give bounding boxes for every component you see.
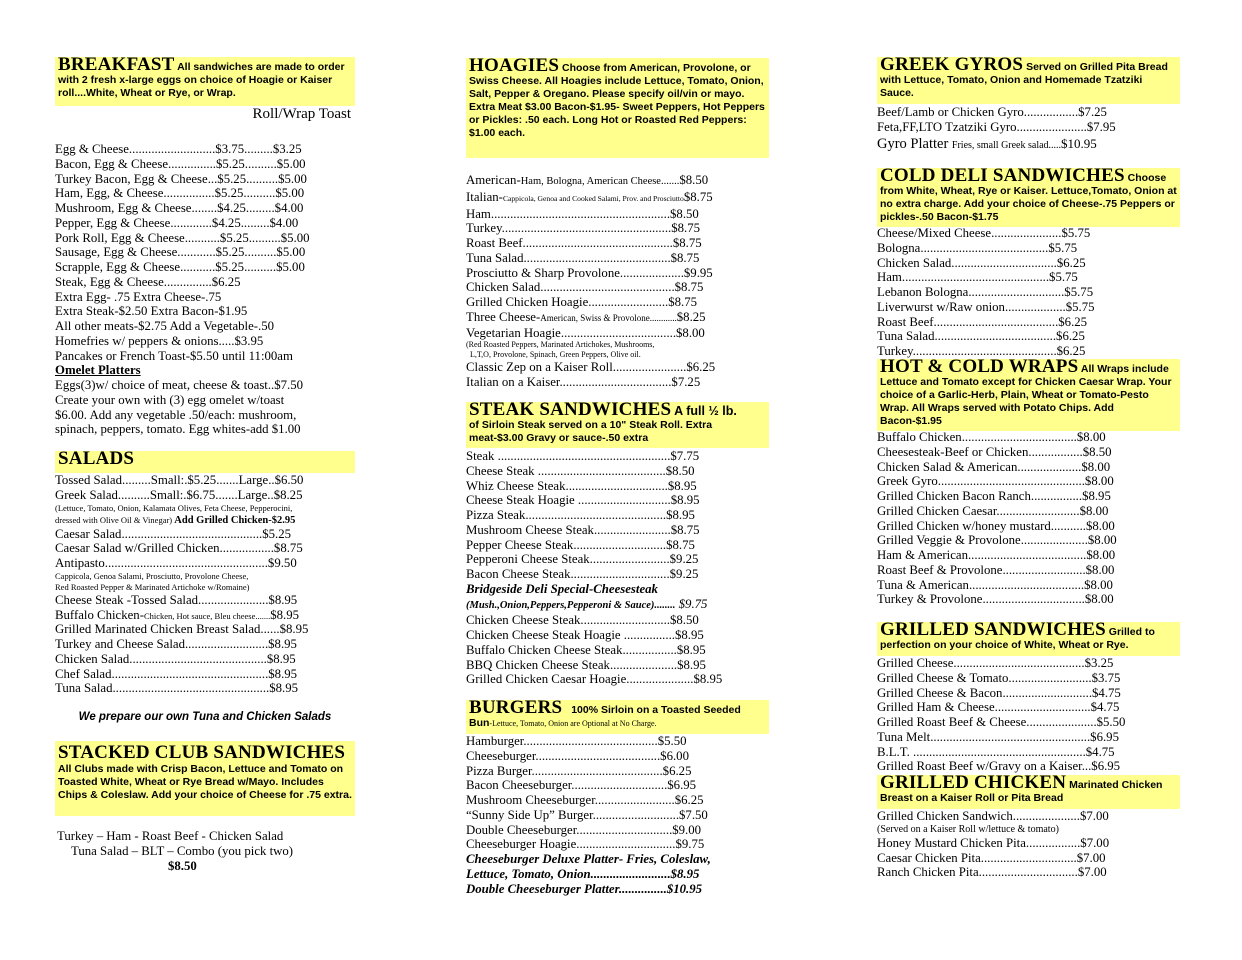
menu-item: Tuna Salad.................................................$8.95 — [55, 681, 299, 696]
item-price: $8.25 — [676, 309, 706, 324]
menu-item: Grilled Veggie & Provolone.....................$8.00 — [877, 533, 1117, 548]
item-note: dressed with Olive Oil & Vinegar) — [55, 514, 173, 525]
menu-item: Turkey.............................................$6.25 — [877, 344, 1086, 358]
item-note: Cappicola, Genoa Salami, Prosciutto, Provolone Cheese, — [55, 570, 249, 581]
deluxe-platter: Cheeseburger Deluxe Platter- Fries, Coleslaw, — [466, 852, 711, 866]
menu-item: Caesar Salad............................................$5.25 — [55, 526, 292, 541]
grilled-chicken-header — [877, 772, 1180, 809]
burger-list — [466, 734, 769, 852]
menu-item: B.L.T. ......................................................$4.75 — [877, 744, 1115, 759]
menu-item: Cheese Steak -Tossed Salad......................$8.95 — [55, 592, 298, 607]
menu-item: Caesar Chicken Pita..............................$7.00 — [877, 850, 1106, 865]
menu-item: Cheesesteak-Beef or Chicken.................$8.50 — [877, 444, 1112, 459]
hoagies-header — [466, 55, 769, 158]
grilled-header — [877, 619, 1180, 656]
item-price: $8.75 — [683, 189, 713, 204]
hoagie-list — [466, 207, 769, 310]
salads-header — [55, 448, 355, 473]
grilled-chicken-list — [877, 836, 1180, 880]
salads-items — [55, 473, 355, 696]
menu-item: Liverwurst w/Raw onion...................$5.75 — [877, 299, 1095, 314]
club-header — [55, 741, 355, 816]
menu-item: Cheese Steak Hoagie .............................$8.95 — [466, 493, 700, 508]
menu-item: Pizza Burger.........................................$6.25 — [466, 763, 692, 778]
hoagies-title: HOAGIES — [469, 55, 560, 76]
menu-item: Create your own with (3) egg omelet w/toast — [55, 392, 285, 407]
club-line: Turkey – Ham - Roast Beef - Chicken Salad — [57, 829, 284, 843]
item-price: $10.95 — [1061, 135, 1097, 151]
menu-item: Antipasto...................................................$9.50 — [55, 556, 297, 570]
item-name: American- — [466, 173, 521, 187]
breakfast-items — [55, 142, 355, 363]
menu-item: Cheese/Mixed Cheese......................$5.75 — [877, 226, 1091, 240]
menu-item: Tossed Salad.........Small:.$5.25.......Large..$6.50 — [55, 473, 304, 487]
steak-list — [466, 449, 769, 582]
gyro-list — [877, 105, 1180, 135]
cold-deli-description: Choose from White, Wheat, Rye or Kaiser. Lettuce,Tomato, Onion at no extra charge. Add your choice of Cheese-.75 Peppers or pickles-.50 Bacon-$1.75 — [880, 172, 1177, 223]
greek-add-chicken: Add Grilled Chicken-$2.95 — [174, 514, 296, 526]
menu-item: Grilled Chicken Caesar..........................$8.00 — [877, 503, 1109, 518]
menu-item: Chicken Salad.................................$6.25 — [877, 255, 1086, 270]
item-price: $8.95 — [270, 607, 300, 622]
burgers-description: 100% Sirloin on a Toasted Seeded Bun — [469, 704, 741, 729]
hoagies-items — [466, 173, 769, 390]
menu-item: Chicken Salad...........................................$8.95 — [55, 651, 296, 666]
grilled-description: Grilled to perfection on your choice of White, Wheat or Rye. — [880, 626, 1155, 651]
menu-item — [55, 608, 355, 623]
menu-item: Extra Steak-$2.50 Extra Bacon-$1.95 — [55, 304, 248, 319]
breakfast-description: All sandwiches are made to order with 2 fresh x-large eggs on choice of Hoagie or Kaiser roll....White, Wheat or Rye, or Wrap. — [58, 61, 345, 99]
wraps-items — [877, 430, 1180, 607]
menu-item: Grilled Cheese.........................................$3.25 — [877, 656, 1114, 670]
steak-list-2 — [466, 613, 769, 687]
menu-item: Extra Egg- .75 Extra Cheese-.75 — [55, 289, 222, 304]
menu-item: Double Cheeseburger..............................$9.00 — [466, 822, 702, 837]
gyros-items — [877, 105, 1180, 154]
item-name: Three Cheese- — [466, 309, 541, 324]
menu-item: Cheeseburger Hoagie...............................$9.75 — [466, 837, 705, 852]
menu-item: Grilled Marinated Chicken Breast Salad......$8.95 — [55, 622, 309, 637]
menu-item: Greek Salad..........Small:.$6.75.......Large..$8.25 — [55, 487, 303, 502]
menu-item: Caesar Salad w/Grilled Chicken.................$8.75 — [55, 541, 303, 556]
menu-item: Roast Beef...............................................$8.75 — [466, 236, 702, 250]
deluxe-platter-line2: Lettuce, Tomato, Onion.........................$8.95 — [466, 866, 700, 881]
menu-item: Vegetarian Hoagie....................................$8.00 — [466, 325, 705, 340]
menu-item: Tuna Melt..................................................$6.95 — [877, 729, 1119, 744]
menu-item: Grilled Chicken Bacon Ranch................$8.95 — [877, 489, 1111, 503]
wraps-description: All Wraps include Lettuce and Tomato except for Chicken Caesar Wrap. Your choice of a Garlic-Herb, Plain, Wheat or Tomato-Pesto Wrap. All Wraps served with Potato Chips. Add Bacon-$1.95 — [880, 363, 1172, 427]
burgers-note: -Lettuce, Tomato, Onion are Optional at No Charge. — [489, 719, 657, 728]
menu-item: Pancakes or French Toast-$5.50 until 11:00am — [55, 348, 293, 363]
menu-item: Chicken Salad..........................................$8.75 — [466, 280, 704, 295]
menu-item: BBQ Chicken Cheese Steak.....................$8.95 — [466, 657, 706, 672]
item-note: (Red Roasted Peppers, Marinated Artichokes, Mushrooms, — [466, 340, 655, 350]
menu-item: Bacon Cheese Steak...............................$9.25 — [466, 567, 699, 581]
gyros-description: Served on Grilled Pita Bread with Lettuce, Tomato, Onion and Homemade Tzatziki Sauce. — [880, 61, 1168, 99]
grilled-chicken-items — [877, 809, 1180, 880]
menu-item: Bacon Cheeseburger..............................$6.95 — [466, 778, 697, 793]
menu-item: Turkey.....................................................$8.75 — [466, 221, 701, 236]
breakfast-column-headers: Roll/Wrap Toast — [252, 106, 351, 122]
menu-item: Classic Zep on a Kaiser Roll.......................$6.25 — [466, 360, 716, 375]
menu-item: Grilled Chicken Caesar Hoagie.....................$8.95 — [466, 672, 723, 687]
wraps-title: HOT & COLD WRAPS — [880, 356, 1079, 377]
menu-item: Feta,FF,LTO Tzatziki Gyro......................$7.95 — [877, 119, 1116, 134]
wraps-header — [877, 356, 1180, 431]
grilled-title: GRILLED SANDWICHES — [880, 619, 1106, 640]
menu-item — [466, 310, 769, 326]
menu-item: Tuna Salad......................................$6.25 — [877, 329, 1085, 344]
menu-item: Chicken Cheese Steak............................$8.50 — [466, 613, 699, 628]
menu-item: Chef Salad.................................................$8.95 — [55, 666, 298, 681]
cold-deli-title: COLD DELI SANDWICHES — [880, 165, 1125, 186]
cold-deli-header — [877, 165, 1180, 227]
menu-item: Tuna Salad..............................................$8.75 — [466, 250, 700, 265]
steak-description: of Sirloin Steak served on a 10" Steak Roll. Extra meat-$3.00 Gravy or sauce-.50 extra — [469, 419, 713, 444]
menu-item: Roast Beef & Provolone..........................$8.00 — [877, 562, 1115, 577]
menu-item: Ham, Egg, & Cheese................$5.25..........$5.00 — [55, 186, 305, 201]
breakfast-header — [55, 54, 355, 106]
menu-item: Mushroom Cheese Steak........................$8.75 — [466, 522, 700, 537]
item-name: Italian- — [466, 189, 503, 204]
menu-item: Mushroom, Egg & Cheese........$4.25.........$4.00 — [55, 201, 304, 215]
menu-item: Honey Mustard Chicken Pita.................$7.00 — [877, 835, 1110, 850]
club-description: All Clubs made with Crisp Bacon, Lettuce and Tomato on Toasted White, Wheat or Rye Bread w/Mayo. Includes Chips & Coleslaw. Add your choice of Cheese for .75 extra. — [58, 763, 352, 801]
menu-item: Scrapple, Egg & Cheese...........$5.25..........$5.00 — [55, 260, 305, 274]
club-title: STACKED CLUB SANDWICHES — [58, 742, 346, 763]
menu-item: Eggs(3)w/ choice of meat, cheese & toast..$7.50 — [55, 378, 304, 392]
menu-item: Buffalo Chicken....................................$8.00 — [877, 430, 1106, 444]
grilled-chicken-description: Marinated Chicken Breast on a Kaiser Roll or Pita Bread — [880, 779, 1163, 804]
steak-title: STEAK SANDWICHES — [469, 399, 672, 420]
burgers-header — [466, 697, 769, 734]
menu-item: Homefries w/ peppers & onions.....$3.95 — [55, 333, 264, 348]
menu-item: “Sunny Side Up” Burger...........................$7.50 — [466, 807, 708, 822]
menu-item: Tuna & American....................................$8.00 — [877, 577, 1113, 592]
item-note: Red Roasted Pepper & Marinated Artichoke w/Romaine) — [55, 581, 250, 592]
steak-items — [466, 449, 769, 687]
grilled-chicken-title: GRILLED CHICKEN — [880, 772, 1067, 793]
menu-item: Pepper Cheese Steak.............................$8.75 — [466, 537, 695, 552]
item-name: Buffalo Chicken- — [55, 607, 144, 622]
menu-item: Sausage, Egg & Cheese............$5.25..........$5.00 — [55, 245, 306, 260]
steak-header — [466, 399, 769, 448]
item-note — [55, 514, 355, 527]
menu-item: Grilled Chicken w/honey mustard...........$8.00 — [877, 518, 1115, 533]
menu-item: Pepper, Egg & Cheese.............$4.25.........$4.00 — [55, 215, 299, 230]
menu-item: Chicken Cheese Steak Hoagie ................$8.95 — [466, 628, 704, 642]
menu-item: Pizza Steak............................................$8.95 — [466, 508, 695, 522]
menu-item: Buffalo Chicken Cheese Steak.................$8.95 — [466, 642, 706, 657]
menu-item: spinach, peppers, tomato. Egg whites-add $1.00 — [55, 422, 301, 437]
item-note: (Served on a Kaiser Roll w/lettuce & tomato) — [877, 823, 1059, 835]
item-price: $8.50 — [679, 173, 709, 187]
cold-deli-items — [877, 226, 1180, 359]
menu-item: Pepperoni Cheese Steak.........................$9.25 — [466, 552, 699, 567]
item-note: (Lettuce, Tomato, Onion, Kalamata Olives, Feta Cheese, Pepperocini, — [55, 502, 293, 513]
item-note: Ham, Bologna, American Cheese....... — [520, 176, 680, 187]
item-note: Fries, small Greek salad..... — [951, 139, 1062, 151]
double-platter: Double Cheeseburger Platter...............$10.95 — [466, 881, 703, 896]
menu-item: Grilled Chicken Hoagie.........................$8.75 — [466, 295, 698, 309]
menu-item: Bologna........................................$5.75 — [877, 240, 1078, 255]
item-note: Cappicola, Genoa and Cooked Salami, Prov. and Prosciutto — [502, 193, 684, 203]
gyros-header — [877, 54, 1180, 104]
menu-item: All other meats-$2.75 Add a Vegetable-.50 — [55, 319, 275, 333]
menu-item: Chicken Salad & American....................$8.00 — [877, 459, 1111, 474]
menu-item: Hamburger..........................................$5.50 — [466, 734, 687, 748]
menu-item: Turkey Bacon, Egg & Cheese...$5.25..........$5.00 — [55, 171, 307, 186]
menu-item: Turkey and Cheese Salad..........................$8.95 — [55, 637, 297, 651]
menu-item — [466, 190, 769, 207]
burgers-title: BURGERS — [469, 697, 563, 718]
special-title: Bridgeside Deli Special-Cheesesteak — [466, 581, 658, 596]
salads-title: SALADS — [58, 448, 135, 469]
menu-item: Roast Beef.......................................$6.25 — [877, 314, 1088, 329]
menu-item: Egg & Cheese...........................$3.75.........$3.25 — [55, 142, 302, 156]
club-items — [55, 829, 355, 873]
menu-item: Beef/Lamb or Chicken Gyro.................$7.25 — [877, 105, 1107, 119]
menu-item: Grilled Cheese & Bacon............................$4.75 — [877, 685, 1121, 700]
breakfast-title: BREAKFAST — [58, 54, 175, 75]
special-item — [466, 597, 769, 614]
burgers-items — [466, 734, 769, 896]
club-line: Tuna Salad – BLT – Combo (you pick two) — [71, 843, 294, 858]
special-description: (Mush.,Onion,Peppers,Pepperoni & Sauce)........ — [466, 599, 676, 611]
menu-item: Turkey & Provolone................................$8.00 — [877, 592, 1114, 607]
menu-item: Cheese Steak ........................................$8.50 — [466, 463, 695, 478]
menu-item: Ham..............................................$5.75 — [877, 270, 1078, 285]
menu-item: Grilled Roast Beef w/Gravy on a Kaiser...$6.95 — [877, 759, 1121, 774]
item-name: Gyro Platter — [877, 135, 949, 152]
omelet-lines — [55, 378, 355, 437]
menu-item — [466, 173, 769, 190]
gyros-title: GREEK GYROS — [880, 54, 1024, 75]
menu-item: Prosciutto & Sharp Provolone....................$9.95 — [466, 265, 713, 280]
menu-item: Grilled Ham & Cheese..............................$4.75 — [877, 700, 1120, 715]
menu-item: Lebanon Bologna..............................$5.75 — [877, 285, 1094, 299]
menu-item: Ranch Chicken Pita...............................$7.00 — [877, 865, 1107, 880]
gyro-platter — [877, 135, 1180, 154]
item-note: Chicken, Hot sauce, Bleu cheese....... — [143, 610, 271, 621]
item-note: American, Swiss & Provolone............ — [540, 312, 677, 323]
menu-item: Steak ......................................................$7.75 — [466, 449, 700, 463]
club-price: $8.50 — [168, 858, 197, 873]
menu-item: Grilled Roast Beef & Cheese......................$5.50 — [877, 715, 1126, 729]
steak-title-tail: A full ½ lb. — [674, 404, 737, 418]
grilled-items — [877, 656, 1180, 774]
menu-item: Bacon, Egg & Cheese...............$5.25..........$5.00 — [55, 156, 306, 171]
menu-item: Ham........................................................$8.50 — [466, 206, 699, 221]
menu-item: Mushroom Cheeseburger.........................$6.25 — [466, 793, 704, 807]
item-note: L,T,O, Provolone, Spinach, Green Peppers, Olive oil. — [470, 350, 641, 360]
menu-item: Italian on a Kaiser...................................$7.25 — [466, 375, 701, 389]
special-price: $9.75 — [678, 596, 708, 611]
menu-item: Grilled Chicken Sandwich.....................$7.00 — [877, 809, 1109, 823]
salads-rest — [55, 622, 355, 696]
omelet-platters-title: Omelet Platters — [55, 363, 141, 377]
hoagies-description: Choose from American, Provolone, or Swiss Cheese. All Hoagies include Lettuce, Tomato, Onion, Salt, Pepper & Oregano. Please specify oil/vin or mayo. Extra Meat $3.00 Bacon-$1.95- Sweet Peppers, Hot Peppers or Pickles: .50 each. Long Hot or Roasted Red Peppers: $1.00 each. — [469, 62, 765, 139]
menu-item: Pork Roll, Egg & Cheese...........$5.25..........$5.00 — [55, 230, 310, 245]
menu-item: Greek Gyro..............................................$8.00 — [877, 474, 1114, 489]
menu-item: Ham & American.....................................$8.00 — [877, 548, 1116, 562]
menu-item: Whiz Cheese Steak................................$8.95 — [466, 478, 697, 493]
salads-footer: We prepare our own Tuna and Chicken Salads — [78, 711, 332, 723]
menu-item: Steak, Egg & Cheese...............$6.25 — [55, 274, 241, 289]
menu-item: Grilled Cheese & Tomato..........................$3.75 — [877, 670, 1121, 685]
menu-item: $6.00. Add any vegetable .50/each: mushroom, — [55, 407, 297, 422]
menu-item: Cheeseburger.......................................$6.00 — [466, 748, 689, 763]
